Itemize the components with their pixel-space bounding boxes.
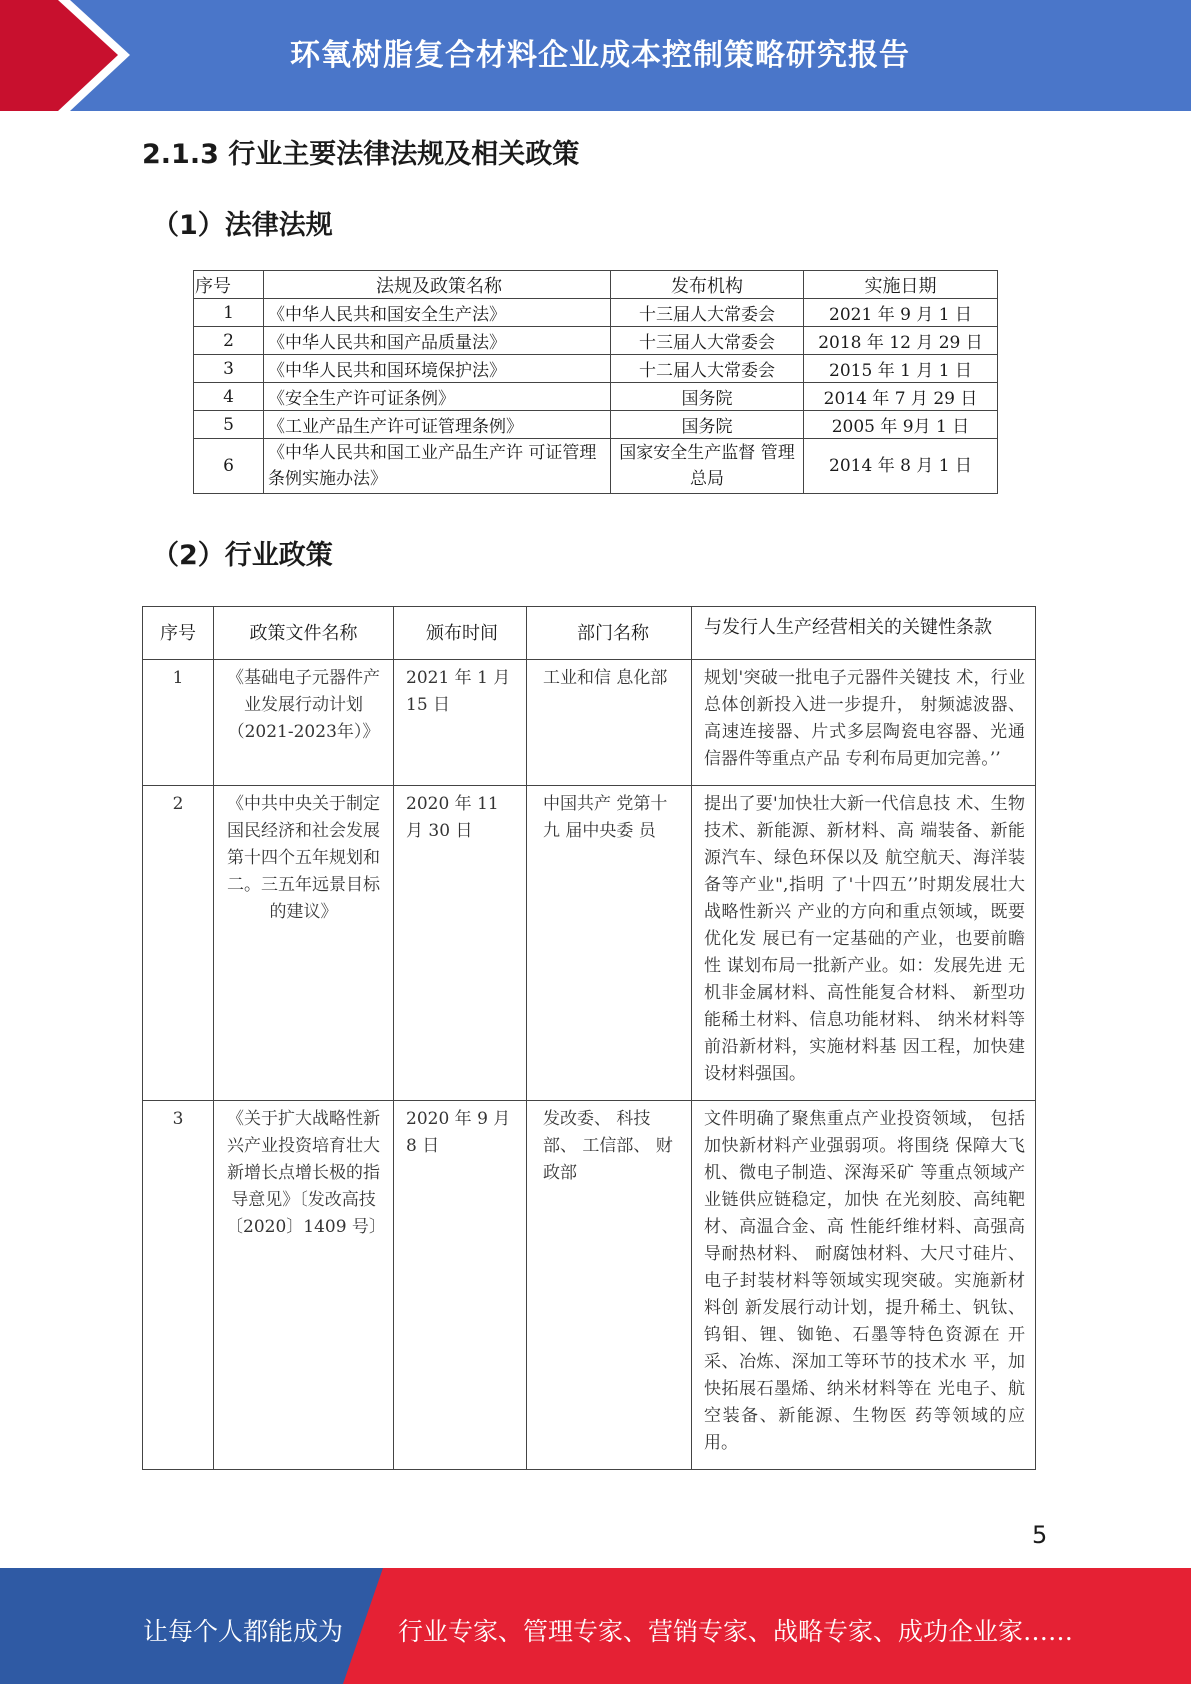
table-row	[194, 327, 998, 355]
policy-time: 2020 年 9 月 8 日	[394, 1101, 527, 1470]
law-date: 2018 年 12 月 29 日	[804, 327, 998, 355]
laws-col-date: 实施日期	[804, 271, 998, 299]
page-footer	[0, 1568, 1191, 1684]
law-org: 国家安全生产监督 管理总局	[611, 439, 804, 494]
law-name: 《中华人民共和国工业产品生产许 可证管理条例实施办法》	[264, 439, 611, 494]
footer-slogan-left: 让每个人都能成为	[143, 1617, 344, 1646]
table-row	[143, 1101, 1036, 1470]
law-org: 十三届人大常委会	[611, 327, 804, 355]
policy-clause: 提出了要'加快壮大新一代信息技 术、生物技术、新能源、新材料、高 端装备、新能源汽车、绿色环保以及 航空航天、海洋装备等产业",指明 了'十四五’’时期发展壮大战略性新兴 产业的方向和重点领域，既要优化发 展已有一定基础的产业，也要前瞻性 谋划布局一批新产业。如：发展先进 无机非金属材料、高性能复合材料、 新型功能稀土材料、信息功能材料、 纳米材料等前沿新材料，实施材料基 因工程，加快建设材料强国。	[692, 786, 1036, 1101]
page-number: 5	[1032, 1521, 1048, 1549]
policy-dept: 发改委、 科技部、 工信部、 财政部	[527, 1101, 692, 1470]
laws-col-org: 发布机构	[611, 271, 804, 299]
policy-time: 2020 年 11 月 30 日	[394, 786, 527, 1101]
policy-dept: 工业和信 息化部	[527, 660, 692, 786]
table-row	[194, 439, 998, 494]
policy-no: 1	[143, 660, 214, 786]
report-title: 环氧树脂复合材料企业成本控制策略研究报告	[290, 38, 910, 73]
policies-col-name: 政策文件名称	[214, 607, 394, 660]
laws-table	[193, 270, 998, 494]
policy-no: 2	[143, 786, 214, 1101]
law-no: 1	[194, 299, 264, 327]
law-org: 十三届人大常委会	[611, 299, 804, 327]
law-no: 6	[194, 439, 264, 494]
table-row	[143, 786, 1036, 1101]
law-name: 《安全生产许可证条例》	[264, 383, 611, 411]
law-no: 2	[194, 327, 264, 355]
policy-name: 《关于扩大战略性新兴产业投资培育壮大新增长点增长极的指导意见》〔发改高技〔2020〕1409 号〕	[214, 1101, 394, 1470]
policy-name: 《基础电子元器件产业发展行动计划（2021-2023年）》	[214, 660, 394, 786]
law-no: 3	[194, 355, 264, 383]
policy-clause: 规划'突破一批电子元器件关键技 术，行业总体创新投入进一步提升， 射频滤波器、高速连接器、片式多层陶瓷电容器、光通信器件等重点产品 专利布局更加完善。’’	[692, 660, 1036, 786]
policies-col-time: 颁布时间	[394, 607, 527, 660]
policies-col-no: 序号	[143, 607, 214, 660]
law-date: 2014 年 7 月 29 日	[804, 383, 998, 411]
laws-heading: （1）法律法规	[152, 210, 333, 241]
law-name: 《中华人民共和国产品质量法》	[264, 327, 611, 355]
table-row	[194, 411, 998, 439]
law-no: 5	[194, 411, 264, 439]
law-name: 《中华人民共和国环境保护法》	[264, 355, 611, 383]
policy-no: 3	[143, 1101, 214, 1470]
law-date: 2021 年 9 月 1 日	[804, 299, 998, 327]
law-date: 2005 年 9月 1 日	[804, 411, 998, 439]
law-name: 《工业产品生产许可证管理条例》	[264, 411, 611, 439]
law-org: 十二届人大常委会	[611, 355, 804, 383]
policies-table	[142, 606, 1036, 1470]
law-org: 国务院	[611, 383, 804, 411]
law-no: 4	[194, 383, 264, 411]
policies-col-dept: 部门名称	[527, 607, 692, 660]
law-org: 国务院	[611, 411, 804, 439]
section-title: 2.1.3 行业主要法律法规及相关政策	[142, 139, 580, 170]
policy-dept: 中国共产 党第十九 届中央委 员	[527, 786, 692, 1101]
policies-table-header-row	[143, 607, 1036, 660]
footer-slogan-right: 行业专家、管理专家、营销专家、战略专家、成功企业家……	[398, 1617, 1074, 1646]
law-name: 《中华人民共和国安全生产法》	[264, 299, 611, 327]
policy-name: 《中共中央关于制定国民经济和社会发展第十四个五年规划和二。三五年远景目标的建议》	[214, 786, 394, 1101]
table-row	[194, 299, 998, 327]
law-date: 2014 年 8 月 1 日	[804, 439, 998, 494]
policies-heading: （2）行业政策	[152, 540, 333, 571]
policy-time: 2021 年 1 月 15 日	[394, 660, 527, 786]
table-row	[194, 383, 998, 411]
table-row	[194, 355, 998, 383]
law-date: 2015 年 1 月 1 日	[804, 355, 998, 383]
table-row	[143, 660, 1036, 786]
page-header	[0, 0, 1191, 111]
laws-col-name: 法规及政策名称	[264, 271, 611, 299]
policy-clause: 文件明确了聚焦重点产业投资领域， 包括加快新材料产业强弱项。将围绕 保障大飞机、微电子制造、深海采矿 等重点领域产业链供应链稳定，加快 在光刻胶、高纯靶材、高温合金、高 性能纤维材料、高强高导耐热材料、 耐腐蚀材料、大尺寸硅片、电子封装材料等领域实现突破。实施新材料创 新发展行动计划，提升稀土、钒钛、 钨钼、锂、铷铯、石墨等特色资源在 开采、冶炼、深加工等环节的技术水 平，加快拓展石墨烯、纳米材料等在 光电子、航空装备、新能源、生物医 药等领域的应用。	[692, 1101, 1036, 1470]
policies-col-clause: 与发行人生产经营相关的关键性条款	[692, 607, 1036, 660]
laws-table-header-row	[194, 271, 998, 299]
laws-col-no: 序号	[194, 271, 264, 299]
